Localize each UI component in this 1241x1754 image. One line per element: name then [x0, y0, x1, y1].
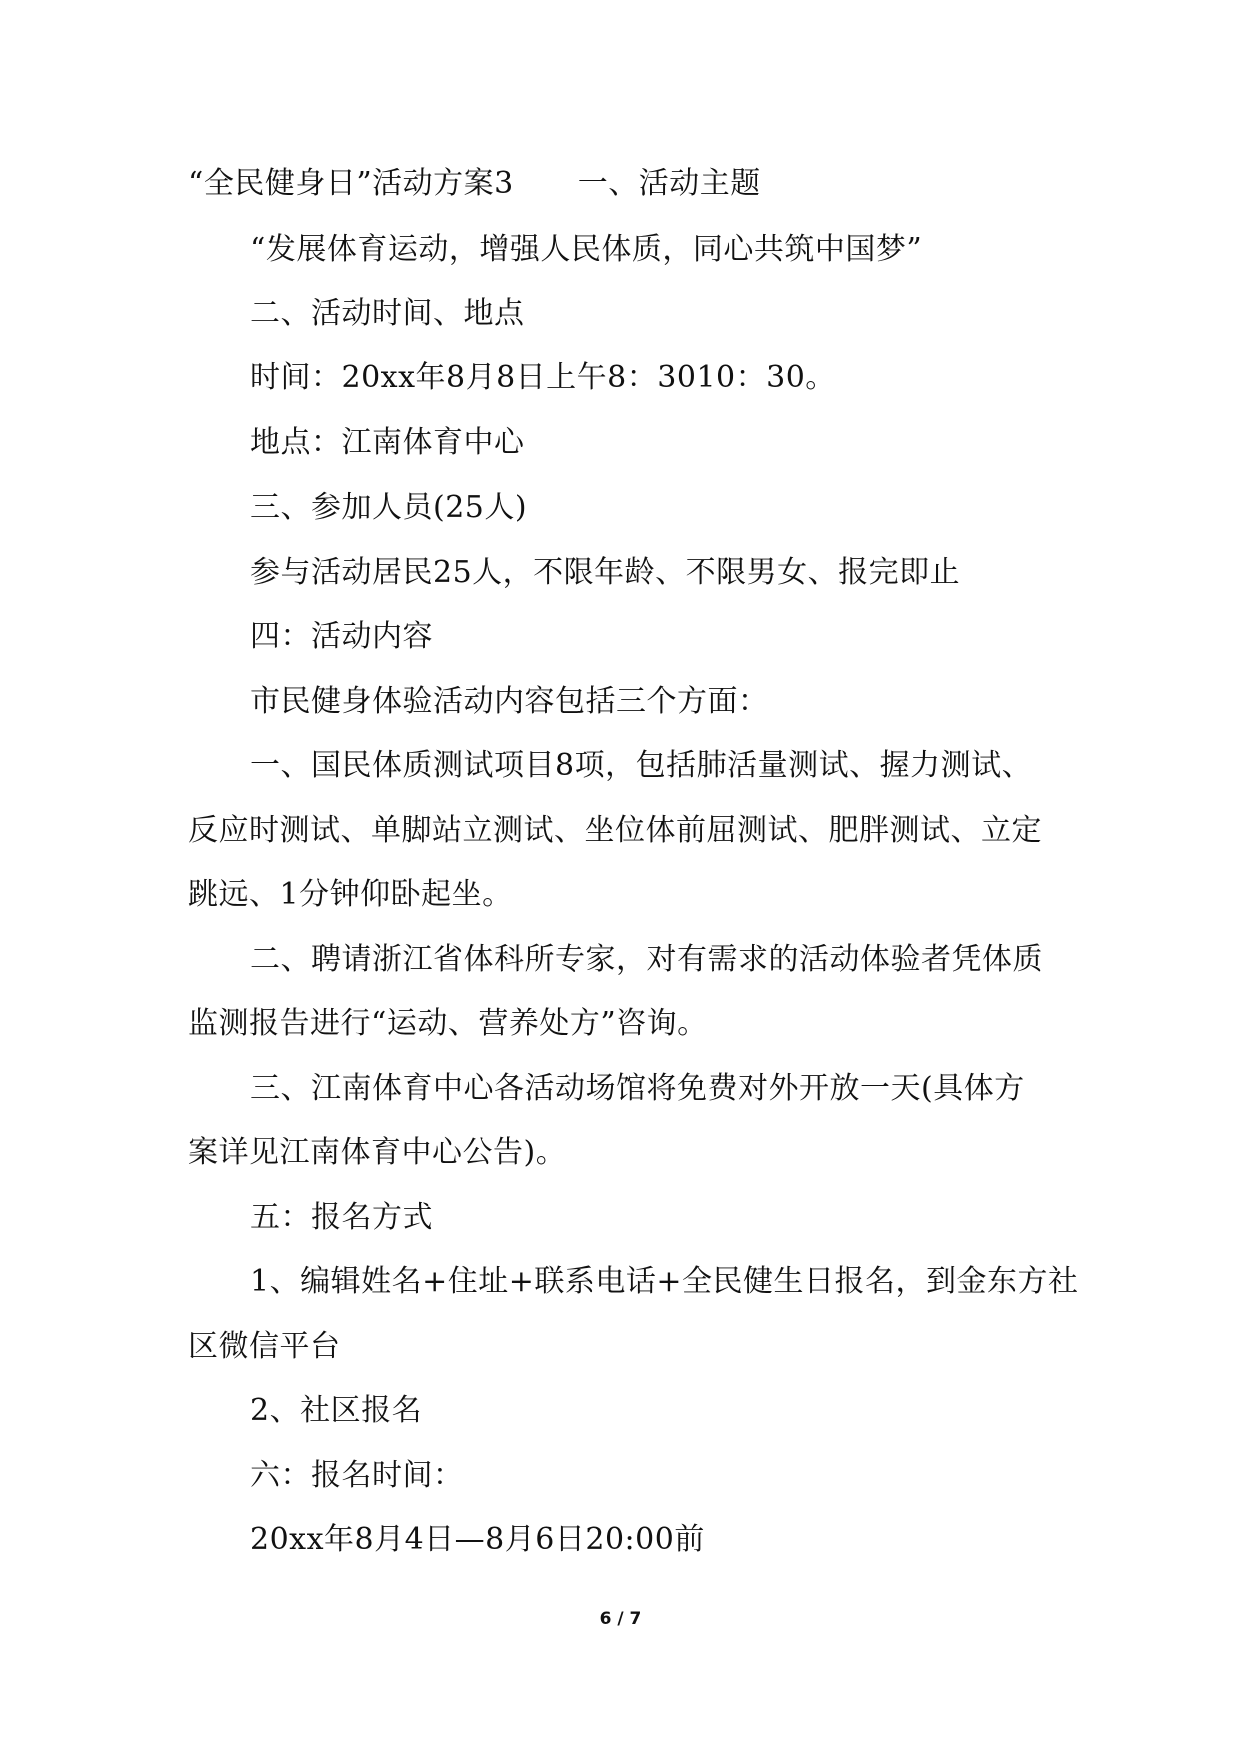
- page-number: 6 / 7: [599, 1609, 642, 1629]
- section-heading: 一、活动主题: [577, 166, 761, 201]
- document-heading: [188, 164, 761, 204]
- paragraph-line: 一、国民体质测试项目8项，包括肺活量测试、握力测试、: [250, 748, 1033, 783]
- section-heading: 六：报名时间：: [250, 1458, 464, 1493]
- paragraph-line: 案详见江南体育中心公告)。: [188, 1135, 567, 1170]
- paragraph-line: 时间：20xx年8月8日上午8：3010：30。: [250, 360, 836, 395]
- paragraph-line: 区微信平台: [188, 1329, 341, 1364]
- section-heading: 五：报名方式: [250, 1200, 433, 1235]
- paragraph-line: 20xx年8月4日—8月6日20:00前: [250, 1522, 705, 1557]
- activity-theme-text: “发展体育运动，增强人民体质，同心共筑中国梦”: [250, 232, 923, 267]
- paragraph-line: 市民健身体验活动内容包括三个方面：: [250, 684, 769, 719]
- paragraph-line: 反应时测试、单脚站立测试、坐位体前屈测试、肥胖测试、立定: [188, 813, 1042, 848]
- paragraph-line: 地点：江南体育中心: [250, 425, 525, 460]
- paragraph-line: 1、编辑姓名+住址+联系电话+全民健生日报名，到金东方社: [250, 1264, 1079, 1299]
- section-heading: 四：活动内容: [250, 619, 433, 654]
- paragraph-line: 三、江南体育中心各活动场馆将免费对外开放一天(具体方: [250, 1071, 1025, 1106]
- section-heading: 二、活动时间、地点: [250, 296, 525, 331]
- paragraph-line: 跳远、1分钟仰卧起坐。: [188, 877, 513, 912]
- section-heading: 三、参加人员(25人): [250, 490, 528, 525]
- paragraph-line: 2、社区报名: [250, 1393, 423, 1428]
- paragraph-line: 二、聘请浙江省体科所专家，对有需求的活动体验者凭体质: [250, 942, 1043, 977]
- paragraph-line: 监测报告进行“运动、营养处方”咨询。: [188, 1006, 708, 1041]
- paragraph-line: 参与活动居民25人，不限年龄、不限男女、报完即止: [250, 555, 961, 590]
- document-title: “全民健身日”活动方案3: [188, 166, 514, 201]
